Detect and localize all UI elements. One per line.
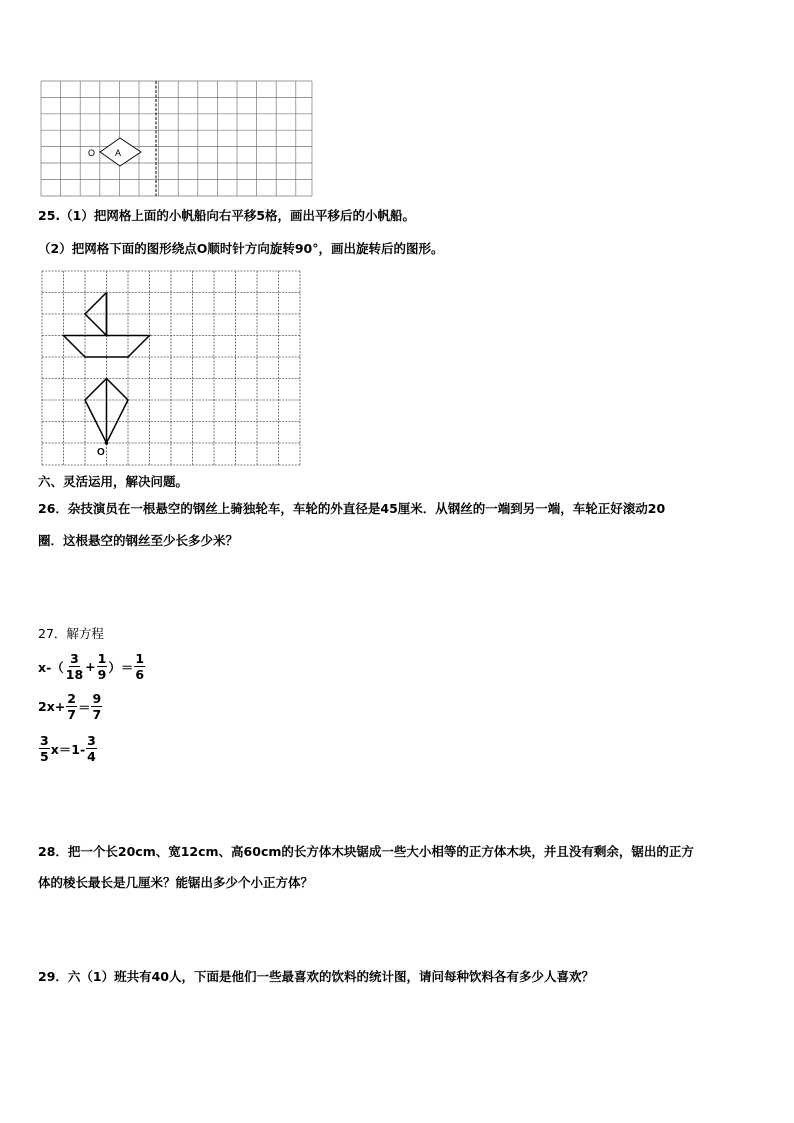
eq2-fraction-2 xyxy=(91,692,102,721)
eq1-fraction-2 xyxy=(97,652,108,681)
section-6-title: 六、灵活运用，解决问题。 xyxy=(38,474,189,489)
eq2-f2-numerator: 9 xyxy=(92,691,102,706)
eq1-close: ）＝ xyxy=(108,659,134,675)
eq1-f1-numerator: 3 xyxy=(70,651,79,666)
eq2-fraction-1 xyxy=(66,692,77,721)
rotation-grid-top xyxy=(40,80,315,198)
eq1-prefix: x-（ xyxy=(38,659,64,675)
point-a-label: A xyxy=(115,148,122,158)
eq3-f2-denominator: 4 xyxy=(87,749,96,765)
eq3-f1-numerator: 3 xyxy=(40,733,49,748)
eq1-f1-denominator: 18 xyxy=(65,667,84,683)
eq3-fraction-2 xyxy=(86,734,97,763)
q29-line1: 29．六（1）班共有40人，下面是他们一些最喜欢的饮料的统计图，请问每种饮料各有多少人喜欢？ xyxy=(38,969,594,984)
eq2-equals: ＝ xyxy=(77,699,91,715)
eq2-f1-numerator: 2 xyxy=(67,691,76,706)
q26-line1: 26．杂技演员在一根悬空的钢丝上骑独轮车，车轮的外直径是45厘米．从钢丝的一端到另一端，车轮正好滚动20 xyxy=(38,501,666,516)
equation-2 xyxy=(38,692,103,721)
q26-line2: 圈．这根悬空的钢丝至少长多少米？ xyxy=(38,533,239,548)
q28-line2: 体的棱长最长是几厘米？能锯出多少个小正方体？ xyxy=(38,875,314,890)
eq1-f2-denominator: 9 xyxy=(97,667,107,683)
eq1-f3-numerator: 1 xyxy=(135,651,145,666)
q25-line2: （2）把网格下面的图形绕点O顺时针方向旋转90°，画出旋转后的图形。 xyxy=(38,241,444,256)
equation-3 xyxy=(38,734,98,763)
eq2-prefix: 2x+ xyxy=(38,699,66,715)
eq3-mid: x＝1- xyxy=(50,741,86,757)
eq3-fraction-1 xyxy=(39,734,50,763)
eq3-f1-denominator: 5 xyxy=(40,749,49,765)
eq1-f3-denominator: 6 xyxy=(135,667,145,683)
eq2-f1-denominator: 7 xyxy=(67,707,76,723)
eq1-fraction-3 xyxy=(134,652,145,681)
point-o-dot xyxy=(105,441,109,445)
eq1-plus: + xyxy=(85,659,96,675)
q28-line1: 28．把一个长20cm、宽12cm、高60cm的长方体木块锯成一些大小相等的正方体木块，并且没有剩余，锯出的正方 xyxy=(38,844,694,859)
eq3-f2-numerator: 3 xyxy=(87,733,96,748)
q27-title: 27．解方程 xyxy=(38,626,104,641)
eq2-f2-denominator: 7 xyxy=(92,707,102,723)
point-o-label: O xyxy=(88,148,96,158)
q25-line1: 25.（1）把网格上面的小帆船向右平移5格，画出平移后的小帆船。 xyxy=(38,208,416,223)
sailboat-kite-grid xyxy=(41,270,303,467)
point-o-label: O xyxy=(97,447,105,458)
equation-1 xyxy=(38,652,146,681)
eq1-f2-numerator: 1 xyxy=(97,651,107,666)
eq1-fraction-1 xyxy=(65,652,84,681)
